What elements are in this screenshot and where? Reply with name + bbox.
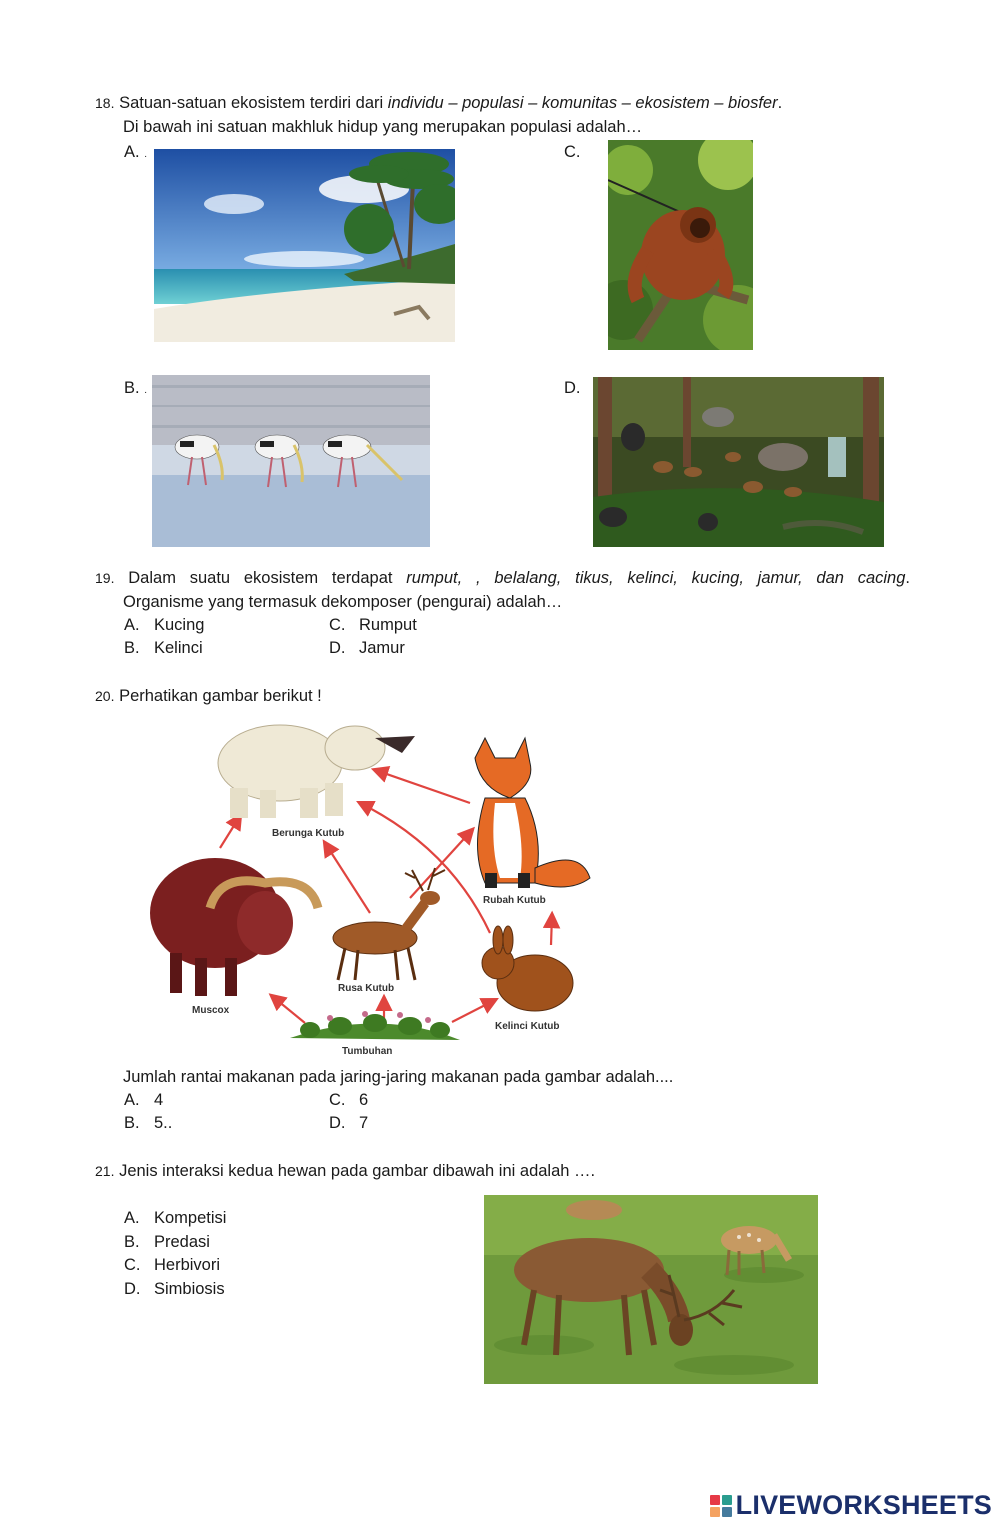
q21-option-d[interactable]: D. Simbiosis <box>124 1280 225 1298</box>
q20-prompt: Perhatikan gambar berikut ! <box>119 687 322 705</box>
q18-option-c-label: C. <box>564 143 581 161</box>
q19-text: Dalam suatu ekosistem terdapat <box>128 569 407 587</box>
q21-option-b[interactable]: B. Predasi <box>124 1233 210 1251</box>
q21-number: 21. <box>95 1163 115 1179</box>
q19-period: . <box>905 569 910 587</box>
logo-text: LIVEWORKSHEETS <box>735 1490 992 1520</box>
logo-grid-icon <box>710 1495 732 1517</box>
logo-square-icon <box>722 1495 732 1505</box>
q18-line1 <box>95 92 782 114</box>
label-fox: Rubah Kutub <box>483 895 546 906</box>
q18-text: Satuan-satuan ekosistem terdiri dari <box>119 94 388 112</box>
q20-number: 20. <box>95 688 115 704</box>
q19-option-a[interactable]: A. Kucing <box>124 616 205 634</box>
label-rabbit: Kelinci Kutub <box>495 1021 560 1032</box>
deer-grazing-photo[interactable] <box>484 1195 818 1384</box>
q18-line2: Di bawah ini satuan makhluk hidup yang merupakan populasi adalah… <box>123 118 643 136</box>
label-muskox: Muscox <box>192 1005 230 1016</box>
label-plants: Tumbuhan <box>342 1046 393 1057</box>
q18-option-a-label: A. . <box>124 143 147 161</box>
q20-option-b[interactable]: B. 5.. <box>124 1114 173 1132</box>
q19-italic-text: rumput, , belalang, tikus, kelinci, kucing, jamur, dan cacing <box>406 569 906 587</box>
logo-square-icon <box>710 1507 720 1517</box>
q21-option-a[interactable]: A. Kompetisi <box>124 1209 227 1227</box>
arctic-fox-illustration <box>475 738 590 888</box>
label-bear: Berunga Kutub <box>272 828 345 839</box>
storks-in-water-photo[interactable] <box>152 375 430 547</box>
q19-option-b[interactable]: B. Kelinci <box>124 639 203 657</box>
logo-square-icon <box>722 1507 732 1517</box>
label-deer: Rusa Kutub <box>338 983 395 994</box>
q19-option-d[interactable]: D. Jamur <box>329 639 405 657</box>
q21-prompt: Jenis interaksi kedua hewan pada gambar dibawah ini adalah …. <box>119 1162 596 1180</box>
muskox-illustration <box>150 858 318 996</box>
q18-period: . <box>777 94 783 112</box>
q19-line1 <box>95 567 910 589</box>
polar-bear-illustration <box>218 725 415 818</box>
q20-line1 <box>95 685 322 707</box>
q20-option-c[interactable]: C. 6 <box>329 1091 369 1109</box>
q18-option-d-label: D. <box>564 379 581 397</box>
q20-option-a[interactable]: A. 4 <box>124 1091 164 1109</box>
q19-option-c[interactable]: C. Rumput <box>329 616 417 634</box>
orangutan-photo[interactable] <box>608 140 753 350</box>
plants-illustration <box>290 1011 460 1040</box>
tropical-beach-photo[interactable] <box>154 149 455 342</box>
q20-question: Jumlah rantai makanan pada jaring-jaring makanan pada gambar adalah.... <box>123 1068 674 1086</box>
logo-square-icon <box>710 1495 720 1505</box>
liveworksheets-logo[interactable] <box>710 1490 992 1521</box>
jungle-animals-photo[interactable] <box>593 377 884 547</box>
q21-line1 <box>95 1160 595 1182</box>
rabbit-illustration <box>482 926 573 1011</box>
food-web-diagram <box>140 708 600 1063</box>
q19-line2: Organisme yang termasuk dekomposer (pengurai) adalah… <box>123 593 563 611</box>
deer-illustration <box>333 868 445 980</box>
q18-number: 18. <box>95 95 115 111</box>
q18-option-b-label: B. . <box>124 379 147 397</box>
q18-italic-text: individu – populasi – komunitas – ekosistem – biosfer <box>387 94 778 112</box>
q19-number: 19. <box>95 570 115 586</box>
q20-option-d[interactable]: D. 7 <box>329 1114 369 1132</box>
q21-option-c[interactable]: C. Herbivori <box>124 1256 221 1274</box>
